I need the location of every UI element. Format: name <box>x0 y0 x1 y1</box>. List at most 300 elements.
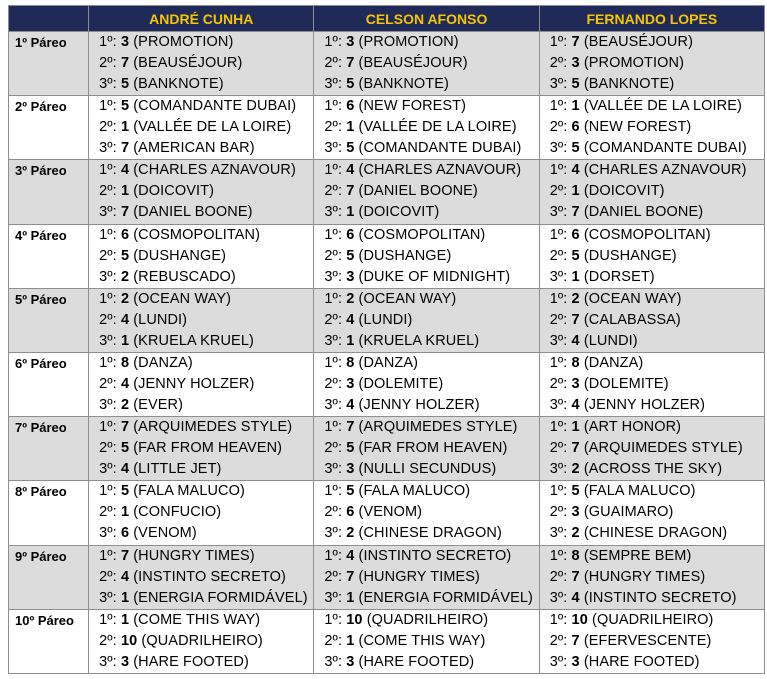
pick-position: 2º: <box>99 311 117 328</box>
tipster-header: ANDRÉ CUNHA <box>89 6 314 32</box>
pick-line <box>314 160 538 181</box>
pick-line <box>314 395 538 416</box>
tipster-picks-cell <box>89 32 314 96</box>
pick-line <box>540 652 764 673</box>
horse-name: (ARQUIMEDES STYLE) <box>583 440 743 457</box>
pick-line <box>89 567 313 588</box>
pick-line <box>314 567 538 588</box>
tipster-picks-cell <box>539 160 764 224</box>
pick-line <box>89 331 313 352</box>
horse-number: 1 <box>120 589 130 606</box>
pick-position: 1º: <box>324 354 343 371</box>
pick-line <box>540 567 764 588</box>
pick-position: 2º: <box>549 440 568 457</box>
tipster-picks-cell <box>89 609 314 673</box>
pick-position: 1º: <box>549 34 568 50</box>
pick-line <box>89 246 313 267</box>
pick-line <box>540 246 764 267</box>
race-row <box>9 545 765 609</box>
horse-number: 5 <box>571 76 580 92</box>
horse-number: 7 <box>571 568 580 585</box>
horse-number: 4 <box>120 461 130 478</box>
pick-position: 2º: <box>99 504 117 521</box>
pick-line <box>540 289 764 310</box>
horse-number: 1 <box>571 98 580 115</box>
pick-position: 1º: <box>324 611 343 628</box>
pick-line <box>314 267 538 288</box>
pick-line <box>314 438 538 459</box>
horse-name: (FALA MALUCO) <box>133 483 245 500</box>
horse-number: 2 <box>571 461 580 478</box>
race-label: 5º Páreo <box>9 288 89 352</box>
pick-line <box>314 481 538 502</box>
pick-line <box>314 652 538 673</box>
pick-position: 2º: <box>99 440 117 457</box>
horse-name: (HARE FOOTED) <box>358 653 475 670</box>
pick-position: 2º: <box>549 504 568 521</box>
pick-position: 3º: <box>549 461 568 478</box>
horse-number: 5 <box>346 483 355 500</box>
horse-number: 2 <box>346 290 355 307</box>
horse-name: (JENNY HOLZER) <box>583 396 706 413</box>
pick-line <box>540 523 764 544</box>
tipster-picks-cell <box>539 545 764 609</box>
pick-line <box>314 32 538 53</box>
pick-line <box>540 502 764 523</box>
pick-line <box>314 631 538 652</box>
tipster-picks-cell <box>314 352 539 416</box>
horse-name: (NULLI SECUNDUS) <box>358 461 497 478</box>
race-row <box>9 32 765 96</box>
horse-number: 5 <box>120 76 130 92</box>
horse-name: (COMANDANTE DUBAI) <box>358 140 522 157</box>
horse-number: 1 <box>571 183 580 200</box>
pick-line <box>89 138 313 159</box>
pick-line <box>540 225 764 246</box>
pick-line <box>89 117 313 138</box>
tipster-picks-cell <box>314 609 539 673</box>
horse-name: (CHARLES AZNAVOUR) <box>133 162 296 179</box>
pick-position: 1º: <box>549 354 568 371</box>
pick-line <box>89 181 313 202</box>
horse-name: (VENOM) <box>358 504 423 521</box>
race-label: 8º Páreo <box>9 481 89 545</box>
pick-line <box>314 353 538 374</box>
tipster-picks-cell <box>539 96 764 160</box>
horse-name: (QUADRILHEIRO) <box>592 611 714 628</box>
tipster-picks-cell <box>539 32 764 96</box>
pick-line <box>89 502 313 523</box>
pick-line <box>314 588 538 609</box>
horse-name: (DOLEMITE) <box>358 375 444 392</box>
horse-name: (COSMOPOLITAN) <box>583 226 711 243</box>
horse-number: 4 <box>120 375 130 392</box>
horse-name: (AMERICAN BAR) <box>133 140 255 157</box>
pick-line <box>540 267 764 288</box>
horse-number: 3 <box>571 55 580 71</box>
horse-name: (COSMOPOLITAN) <box>358 226 486 243</box>
pick-position: 2º: <box>324 504 343 521</box>
tipster-picks-cell <box>89 352 314 416</box>
pick-position: 1º: <box>549 483 568 500</box>
pick-line <box>89 481 313 502</box>
horse-number: 7 <box>571 440 580 457</box>
pick-line <box>89 32 313 53</box>
pick-line <box>540 53 764 74</box>
pick-position: 1º: <box>99 419 117 436</box>
horse-number: 6 <box>346 226 355 243</box>
tipster-picks-cell <box>314 224 539 288</box>
pick-line <box>89 438 313 459</box>
pick-line <box>89 160 313 181</box>
horse-name: (ART HONOR) <box>583 419 682 436</box>
horse-name: (ARQUIMEDES STYLE) <box>358 419 518 436</box>
pick-position: 3º: <box>324 204 343 221</box>
tipster-picks-cell <box>89 417 314 481</box>
pick-position: 3º: <box>549 653 568 670</box>
race-label: 1º Páreo <box>9 32 89 96</box>
pick-position: 3º: <box>324 268 343 285</box>
pick-position: 3º: <box>549 525 568 542</box>
pick-line <box>314 96 538 117</box>
horse-number: 2 <box>346 525 355 542</box>
horse-name: (LITTLE JET) <box>133 461 222 478</box>
race-row <box>9 609 765 673</box>
tipster-picks-cell <box>314 481 539 545</box>
pick-position: 3º: <box>99 461 117 478</box>
pick-line <box>89 588 313 609</box>
pick-line <box>540 353 764 374</box>
horse-number: 4 <box>571 332 580 349</box>
horse-number: 5 <box>346 440 355 457</box>
pick-position: 2º: <box>99 55 117 71</box>
horse-name: (COME THIS WAY) <box>358 632 486 649</box>
race-row <box>9 96 765 160</box>
horse-name: (FAR FROM HEAVEN) <box>133 440 283 457</box>
horse-number: 1 <box>346 332 355 349</box>
pick-position: 1º: <box>324 34 343 50</box>
pick-position: 3º: <box>324 396 343 413</box>
pick-position: 2º: <box>324 632 343 649</box>
pick-line <box>89 523 313 544</box>
pick-line <box>89 546 313 567</box>
pick-line <box>540 631 764 652</box>
horse-name: (NEW FOREST) <box>358 98 467 115</box>
tipster-picks-cell <box>314 160 539 224</box>
pick-line <box>314 546 538 567</box>
horse-name: (GUAIMARO) <box>583 504 674 521</box>
horse-name: (LUNDI) <box>583 332 638 349</box>
horse-name: (BANKNOTE) <box>133 76 224 92</box>
race-label: 2º Páreo <box>9 96 89 160</box>
horse-number: 6 <box>346 98 355 115</box>
horse-name: (COME THIS WAY) <box>133 611 261 628</box>
pick-line <box>314 523 538 544</box>
horse-number: 4 <box>120 568 130 585</box>
horse-name: (LUNDI) <box>358 311 413 328</box>
horse-name: (DOICOVIT) <box>358 204 440 221</box>
pick-position: 3º: <box>99 589 117 606</box>
pick-line <box>540 202 764 223</box>
horse-number: 4 <box>571 162 580 179</box>
horse-name: (QUADRILHEIRO) <box>141 632 263 649</box>
horse-number: 7 <box>120 140 130 157</box>
horse-number: 7 <box>120 547 130 564</box>
pick-position: 2º: <box>99 568 117 585</box>
horse-number: 4 <box>571 589 580 606</box>
tipster-picks-cell <box>539 609 764 673</box>
horse-number: 10 <box>346 611 363 628</box>
horse-number: 5 <box>346 76 355 92</box>
race-label: 9º Páreo <box>9 545 89 609</box>
pick-line <box>314 181 538 202</box>
horse-name: (HUNGRY TIMES) <box>583 568 706 585</box>
horse-name: (CHINESE DRAGON) <box>358 525 502 542</box>
horse-number: 2 <box>120 396 130 413</box>
pick-position: 2º: <box>549 311 568 328</box>
horse-name: (KRUELA KRUEL) <box>358 332 480 349</box>
horse-number: 4 <box>571 396 580 413</box>
pick-position: 1º: <box>99 611 117 628</box>
horse-name: (CONFUCIO) <box>133 504 222 521</box>
pick-position: 3º: <box>99 268 117 285</box>
pick-line <box>540 395 764 416</box>
pick-line <box>540 74 764 95</box>
horse-name: (DUSHANGE) <box>358 247 452 264</box>
pick-position: 3º: <box>324 76 343 92</box>
horse-name: (DANIEL BOONE) <box>358 183 478 200</box>
horse-number: 1 <box>120 504 130 521</box>
horse-name: (COMANDANTE DUBAI) <box>133 98 297 115</box>
horse-name: (VALLÉE DE LA LOIRE) <box>358 119 517 136</box>
horse-number: 5 <box>120 98 130 115</box>
race-row <box>9 352 765 416</box>
horse-name: (DOLEMITE) <box>583 375 669 392</box>
horse-number: 1 <box>346 119 355 136</box>
horse-number: 5 <box>346 140 355 157</box>
horse-number: 6 <box>120 525 130 542</box>
horse-name: (BEAUSÉJOUR) <box>583 34 694 50</box>
horse-name: (EFERVESCENTE) <box>583 632 712 649</box>
horse-number: 3 <box>346 268 355 285</box>
pick-position: 1º: <box>549 98 568 115</box>
horse-number: 7 <box>571 311 580 328</box>
tipster-header: FERNANDO LOPES <box>539 6 764 32</box>
pick-line <box>540 417 764 438</box>
pick-position: 3º: <box>549 589 568 606</box>
horse-name: (HUNGRY TIMES) <box>133 547 255 564</box>
horse-number: 7 <box>346 568 355 585</box>
pick-line <box>540 481 764 502</box>
tips-table <box>8 5 765 674</box>
horse-name: (DANIEL BOONE) <box>583 204 704 221</box>
pick-line <box>540 546 764 567</box>
pick-position: 3º: <box>324 140 343 157</box>
pick-position: 3º: <box>549 332 568 349</box>
horse-number: 1 <box>120 119 130 136</box>
pick-position: 2º: <box>549 375 568 392</box>
horse-name: (INSTINTO SECRETO) <box>133 568 286 585</box>
horse-number: 4 <box>120 311 130 328</box>
horse-name: (FALA MALUCO) <box>358 483 471 500</box>
pick-position: 3º: <box>324 461 343 478</box>
pick-line <box>89 610 313 631</box>
horse-number: 6 <box>571 226 580 243</box>
race-row <box>9 481 765 545</box>
pick-position: 2º: <box>549 55 568 71</box>
horse-number: 1 <box>346 632 355 649</box>
pick-position: 2º: <box>324 247 343 264</box>
pick-position: 1º: <box>324 226 343 243</box>
pick-position: 2º: <box>324 568 343 585</box>
horse-name: (JENNY HOLZER) <box>133 375 255 392</box>
horse-number: 8 <box>120 354 130 371</box>
pick-line <box>314 246 538 267</box>
header-corner <box>9 6 89 32</box>
pick-line <box>314 225 538 246</box>
pick-line <box>540 438 764 459</box>
horse-number: 3 <box>120 653 130 670</box>
pick-position: 1º: <box>99 354 117 371</box>
horse-name: (QUADRILHEIRO) <box>366 611 489 628</box>
pick-position: 3º: <box>549 76 568 92</box>
horse-name: (EVER) <box>133 396 183 413</box>
tipster-picks-cell <box>89 545 314 609</box>
horse-name: (NEW FOREST) <box>583 119 692 136</box>
horse-number: 3 <box>571 375 580 392</box>
horse-name: (DUSHANGE) <box>583 247 677 264</box>
pick-line <box>314 331 538 352</box>
tipster-picks-cell <box>89 224 314 288</box>
pick-line <box>540 610 764 631</box>
pick-line <box>314 459 538 480</box>
horse-number: 3 <box>346 34 355 50</box>
horse-name: (CALABASSA) <box>583 311 681 328</box>
horse-name: (DANZA) <box>583 354 644 371</box>
horse-name: (HARE FOOTED) <box>133 653 249 670</box>
pick-line <box>314 610 538 631</box>
horse-number: 8 <box>346 354 355 371</box>
pick-position: 2º: <box>324 183 343 200</box>
pick-position: 1º: <box>549 419 568 436</box>
pick-position: 3º: <box>99 525 117 542</box>
race-label: 6º Páreo <box>9 352 89 416</box>
pick-position: 3º: <box>99 653 117 670</box>
horse-number: 5 <box>346 247 355 264</box>
tipster-picks-cell <box>89 288 314 352</box>
race-label: 4º Páreo <box>9 224 89 288</box>
race-row <box>9 224 765 288</box>
horse-number: 7 <box>120 419 130 436</box>
tipster-picks-cell <box>314 32 539 96</box>
pick-line <box>540 117 764 138</box>
pick-position: 1º: <box>549 611 568 628</box>
pick-position: 3º: <box>324 332 343 349</box>
pick-line <box>540 181 764 202</box>
pick-line <box>314 202 538 223</box>
tipster-picks-cell <box>539 352 764 416</box>
pick-position: 1º: <box>99 98 117 115</box>
pick-position: 3º: <box>549 396 568 413</box>
horse-name: (ACROSS THE SKY) <box>583 461 723 478</box>
horse-name: (HUNGRY TIMES) <box>358 568 480 585</box>
tipster-picks-cell <box>314 545 539 609</box>
pick-position: 2º: <box>549 119 568 136</box>
horse-number: 1 <box>346 204 355 221</box>
header-row <box>9 6 765 32</box>
horse-number: 10 <box>571 611 588 628</box>
pick-line <box>540 138 764 159</box>
horse-number: 4 <box>346 311 355 328</box>
horse-name: (DOICOVIT) <box>133 183 214 200</box>
horse-number: 5 <box>571 247 580 264</box>
horse-number: 1 <box>571 419 580 436</box>
pick-position: 1º: <box>324 290 343 307</box>
horse-number: 3 <box>346 461 355 478</box>
horse-name: (BANKNOTE) <box>583 76 675 92</box>
horse-name: (LUNDI) <box>133 311 188 328</box>
tipster-picks-cell <box>539 288 764 352</box>
pick-position: 3º: <box>324 525 343 542</box>
horse-name: (DUKE OF MIDNIGHT) <box>358 268 511 285</box>
pick-line <box>89 225 313 246</box>
pick-line <box>314 74 538 95</box>
horse-name: (COSMOPOLITAN) <box>133 226 261 243</box>
horse-number: 2 <box>571 290 580 307</box>
pick-line <box>540 310 764 331</box>
pick-line <box>540 32 764 53</box>
pick-position: 1º: <box>324 98 343 115</box>
pick-line <box>89 96 313 117</box>
pick-line <box>314 138 538 159</box>
horse-name: (DANZA) <box>358 354 419 371</box>
horse-number: 7 <box>120 204 130 221</box>
horse-number: 4 <box>346 547 355 564</box>
pick-line <box>540 459 764 480</box>
horse-name: (OCEAN WAY) <box>358 290 457 307</box>
pick-line <box>314 289 538 310</box>
pick-line <box>314 374 538 395</box>
horse-name: (ENERGIA FORMIDÁVEL) <box>133 589 308 606</box>
horse-name: (FAR FROM HEAVEN) <box>358 440 508 457</box>
pick-position: 3º: <box>324 653 343 670</box>
pick-line <box>314 117 538 138</box>
horse-number: 8 <box>571 354 580 371</box>
pick-line <box>89 74 313 95</box>
horse-number: 10 <box>120 632 138 649</box>
pick-line <box>540 160 764 181</box>
horse-number: 5 <box>571 483 580 500</box>
tipster-picks-cell <box>314 288 539 352</box>
pick-line <box>314 417 538 438</box>
horse-number: 3 <box>571 653 580 670</box>
pick-line <box>540 588 764 609</box>
pick-line <box>89 652 313 673</box>
horse-number: 7 <box>120 55 130 71</box>
pick-position: 3º: <box>549 268 568 285</box>
pick-position: 1º: <box>549 290 568 307</box>
pick-line <box>89 202 313 223</box>
race-row <box>9 160 765 224</box>
tipster-picks-cell <box>539 481 764 545</box>
horse-number: 7 <box>346 419 355 436</box>
horse-number: 3 <box>346 375 355 392</box>
horse-name: (PROMOTION) <box>583 55 685 71</box>
horse-number: 5 <box>120 247 130 264</box>
pick-position: 1º: <box>324 483 343 500</box>
race-label: 10º Páreo <box>9 609 89 673</box>
pick-line <box>540 96 764 117</box>
